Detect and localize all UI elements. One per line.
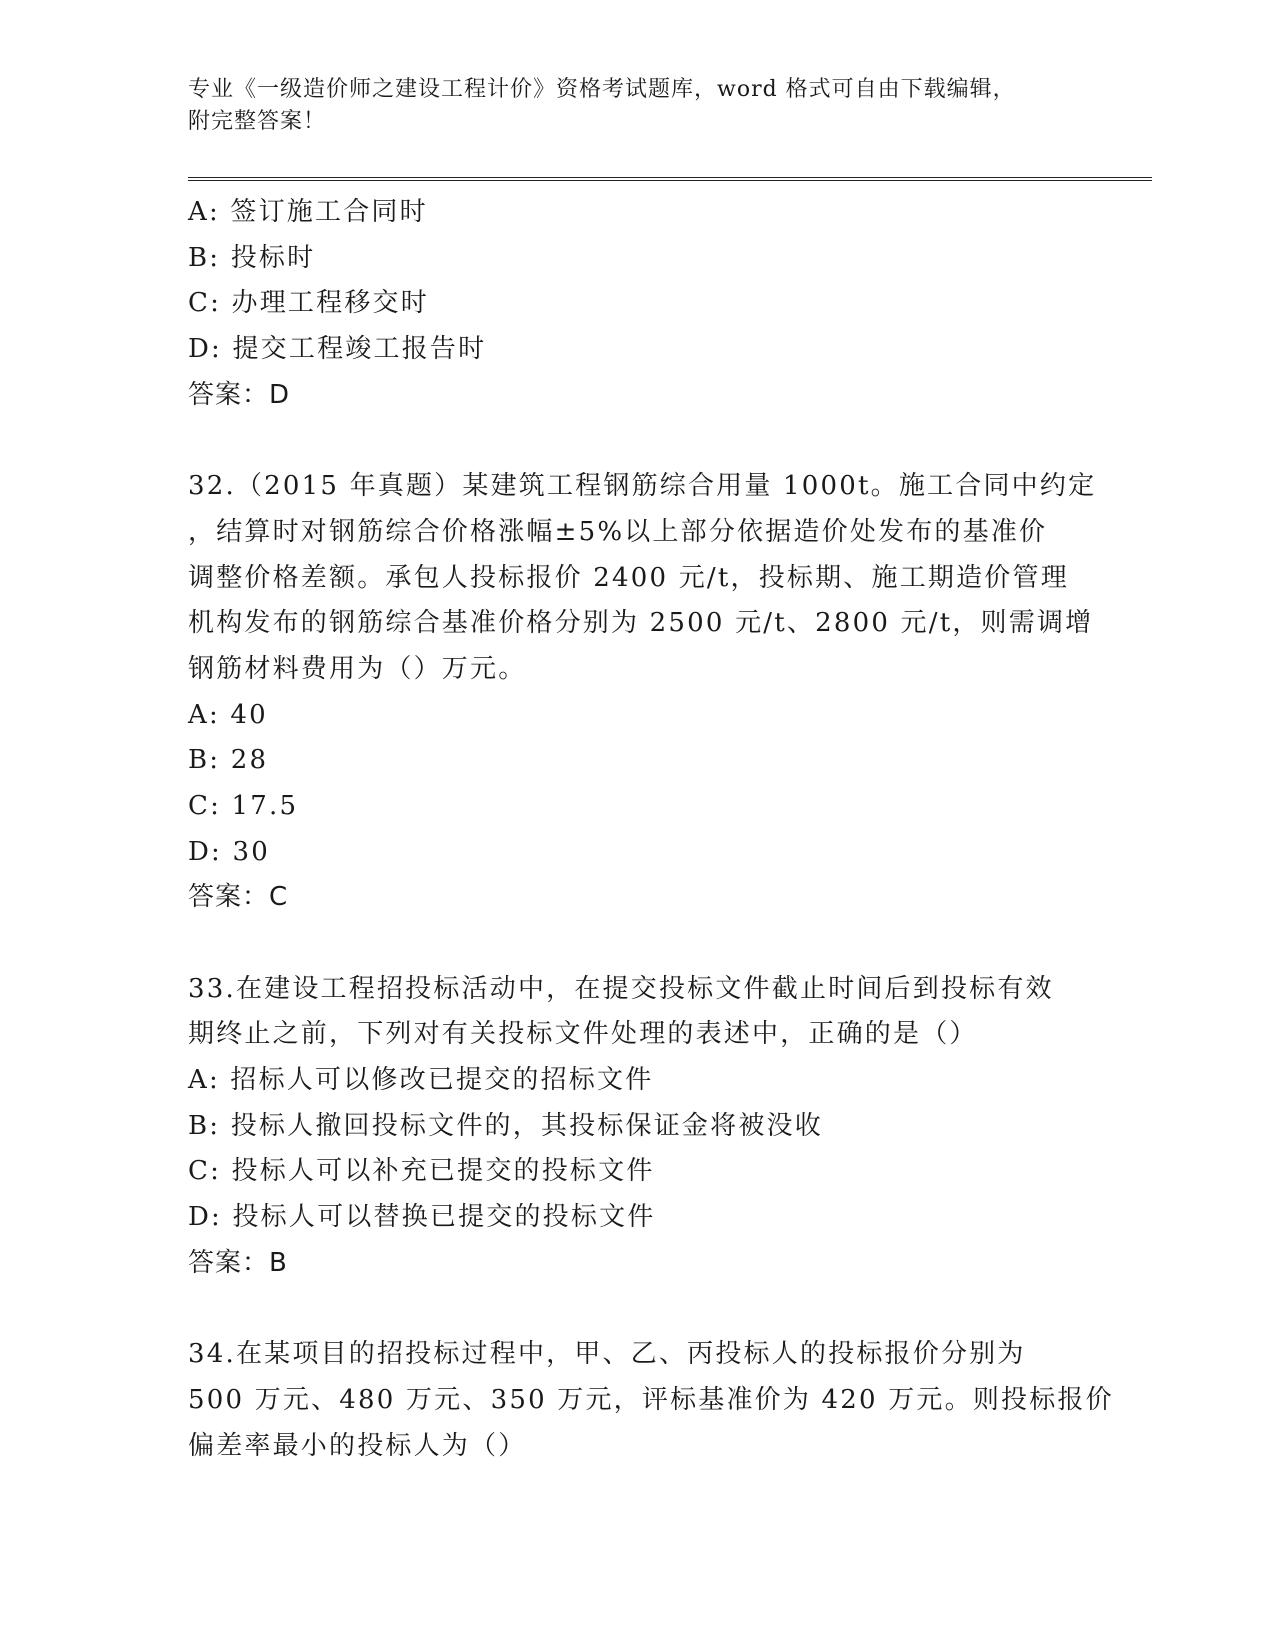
option-c: C: 办理工程移交时 [188,288,429,319]
question-content [188,190,1114,1469]
header-line-2: 附完整答案！ [188,109,327,134]
question-34-block [188,1332,1114,1469]
option-b: B: 投标时 [188,242,316,273]
answer-line: 答案：D [188,379,291,410]
question-34-text-line: 500 万元、480 万元、350 万元，评标基准价为 420 万元。则投标报价 [188,1384,1114,1415]
spacer [188,921,1088,967]
option-b: B: 投标人撤回投标文件的，其投标保证金将被没收 [188,1110,823,1141]
header-line-1: 专业《一级造价师之建设工程计价》资格考试题库，word 格式可自由下载编辑， [188,77,1016,102]
question-33-text-line: 期终止之前，下列对有关投标文件处理的表述中，正确的是（） [188,1019,978,1050]
question-32-block [188,464,1097,921]
page-header [188,74,1088,138]
answer-line: 答案：C [188,882,289,913]
spacer [188,1287,1088,1333]
option-d: D: 投标人可以替换已提交的投标文件 [188,1202,656,1233]
option-d: D: 30 [188,836,270,867]
option-a: A: 签订施工合同时 [188,197,428,227]
option-c: C: 17.5 [188,790,299,821]
question-32-text-line: ，结算时对钢筋综合价格涨幅±5%以上部分依据造价处发布的基准价 [188,516,1048,547]
question-34-text-line: 偏差率最小的投标人为（） [188,1430,527,1461]
spacer [188,418,1088,464]
answer-line: 答案：B [188,1247,288,1278]
question-33-block [188,967,1088,1287]
option-c: C: 投标人可以补充已提交的投标文件 [188,1156,655,1187]
question-34-text-line: 34.在某项目的招投标过程中，甲、乙、丙投标人的投标报价分别为 [188,1339,1026,1370]
header-divider [188,177,1152,181]
question-32-text-line: 调整价格差额。承包人投标报价 2400 元/t，投标期、施工期造价管理 [188,562,1069,593]
option-d: D: 提交工程竣工报告时 [188,334,487,365]
question-33-text-line: 33.在建设工程招投标活动中，在提交投标文件截止时间后到投标有效 [188,973,1054,1004]
option-a: A: 40 [188,699,268,730]
question-32-text-line: 32.（2015 年真题）某建筑工程钢筋综合用量 1000t。施工合同中约定 [188,471,1097,502]
question-31-block [188,190,1088,418]
question-32-text-line: 机构发布的钢筋综合基准价格分别为 2500 元/t、2800 元/t，则需调增 [188,608,1094,639]
option-a: A: 招标人可以修改已提交的招标文件 [188,1065,654,1096]
option-b: B: 28 [188,745,269,776]
question-32-text-line: 钢筋材料费用为（）万元。 [188,653,527,684]
